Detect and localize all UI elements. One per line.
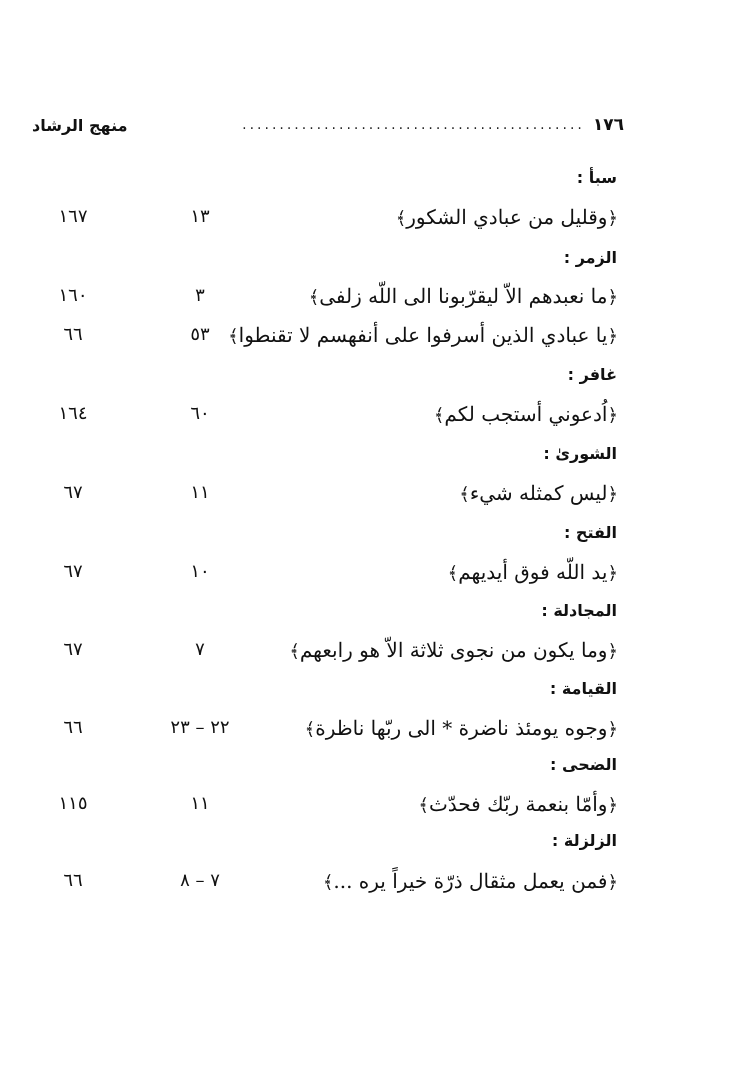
surah-heading-duha: الضحى : [550, 755, 617, 774]
surah-heading-zalzalah: الزلزلة : [551, 831, 617, 850]
surah-heading-shura: الشوریٰ : [543, 444, 617, 463]
page-number: ١٧٦ [592, 115, 624, 135]
page-reference: ١٦٧ [58, 206, 88, 227]
verse-row [48, 200, 618, 234]
verse-row [48, 279, 618, 313]
ayah-number: ٢٢ – ٢٣ [170, 717, 230, 738]
page-reference: ٦٧ [63, 561, 83, 582]
ayah-number: ١١ [190, 482, 210, 503]
open-bracket: ﴿ [607, 484, 618, 505]
ayah-number: ٧ – ٨ [180, 870, 220, 891]
page-reference: ١٦٤ [58, 403, 88, 424]
ayah-number: ٣ [195, 285, 205, 306]
open-bracket: ﴿ [607, 208, 618, 229]
page-reference: ٦٦ [63, 324, 83, 345]
header-leader-dots: .............................................. [242, 117, 585, 133]
close-bracket: ﴾ [418, 795, 429, 816]
close-bracket: ﴾ [322, 872, 334, 893]
ayah-number: ٥٣ [190, 324, 210, 345]
open-bracket: ﴿ [607, 326, 618, 347]
ayah-number: ٦٠ [190, 403, 210, 424]
page-reference: ٦٦ [63, 717, 83, 738]
verse-row [48, 711, 618, 745]
open-bracket: ﴿ [607, 641, 618, 662]
close-bracket: ﴾ [433, 405, 445, 426]
page-reference: ١١٥ [58, 793, 88, 814]
verse-text: ﴿يا عبادي الذين أسرفوا على أنفهسم لا تقنطوا﴾ [228, 323, 618, 347]
surah-heading-ghafir: غافر : [567, 365, 617, 384]
ayah-number: ٧ [195, 639, 205, 660]
close-bracket: ﴾ [395, 208, 407, 229]
surah-heading-qiyamah: القيامة : [549, 679, 617, 698]
book-title: منهج الرشاد [32, 115, 128, 135]
verse-row [48, 397, 618, 431]
ayah-number: ١٣ [190, 206, 210, 227]
page-reference: ٦٧ [63, 482, 83, 503]
close-bracket: ﴾ [228, 326, 239, 347]
running-header [32, 110, 624, 140]
verse-text: ﴿ما نعبدهم الاّ ليقرّبونا الى اللّه زلفى﴾ [308, 284, 618, 308]
ayah-number: ١٠ [190, 561, 210, 582]
page-reference: ٦٦ [63, 870, 83, 891]
open-bracket: ﴿ [607, 795, 618, 816]
page-reference: ١٦٠ [58, 285, 88, 306]
verse-text: ﴿يد اللّه فوق أيديهم﴾ [447, 560, 618, 584]
open-bracket: ﴿ [607, 872, 618, 893]
open-bracket: ﴿ [607, 405, 618, 426]
verse-row [48, 864, 618, 898]
surah-heading-saba: سبأ : [576, 168, 617, 187]
surah-heading-mujadila: المجادلة : [541, 601, 617, 620]
verse-text: ﴿وأمّا بنعمة ربّك فحدّث﴾ [418, 792, 618, 816]
open-bracket: ﴿ [607, 563, 618, 584]
page-reference: ٦٧ [63, 639, 83, 660]
close-bracket: ﴾ [304, 719, 316, 740]
verse-row [48, 318, 618, 352]
verse-row [48, 555, 618, 589]
close-bracket: ﴾ [289, 641, 300, 662]
verse-row [48, 633, 618, 667]
verse-row [48, 476, 618, 510]
close-bracket: ﴾ [459, 484, 470, 505]
verse-text: ﴿فمن يعمل مثقال ذرّة خيراً يره ...﴾ [322, 869, 618, 893]
close-bracket: ﴾ [308, 287, 320, 308]
verse-text: ﴿وقليل من عبادي الشكور﴾ [395, 205, 618, 229]
verse-text: ﴿وما يكون من نجوى ثلاثة الاّ هو رابعهم﴾ [289, 638, 618, 662]
surah-heading-zumar: الزمر : [563, 248, 617, 267]
verse-row [48, 787, 618, 821]
verse-text: ﴿اُدعوني أستجب لكم﴾ [433, 402, 618, 426]
verse-text: ﴿وجوه يومئذ ناضرة * الى ربّها ناظرة﴾ [304, 716, 618, 740]
verse-text: ﴿ليس كمثله شيء﴾ [459, 481, 618, 505]
ayah-number: ١١ [190, 793, 210, 814]
open-bracket: ﴿ [607, 287, 618, 308]
open-bracket: ﴿ [607, 719, 618, 740]
surah-heading-fath: الفتح : [563, 523, 617, 542]
close-bracket: ﴾ [447, 563, 459, 584]
